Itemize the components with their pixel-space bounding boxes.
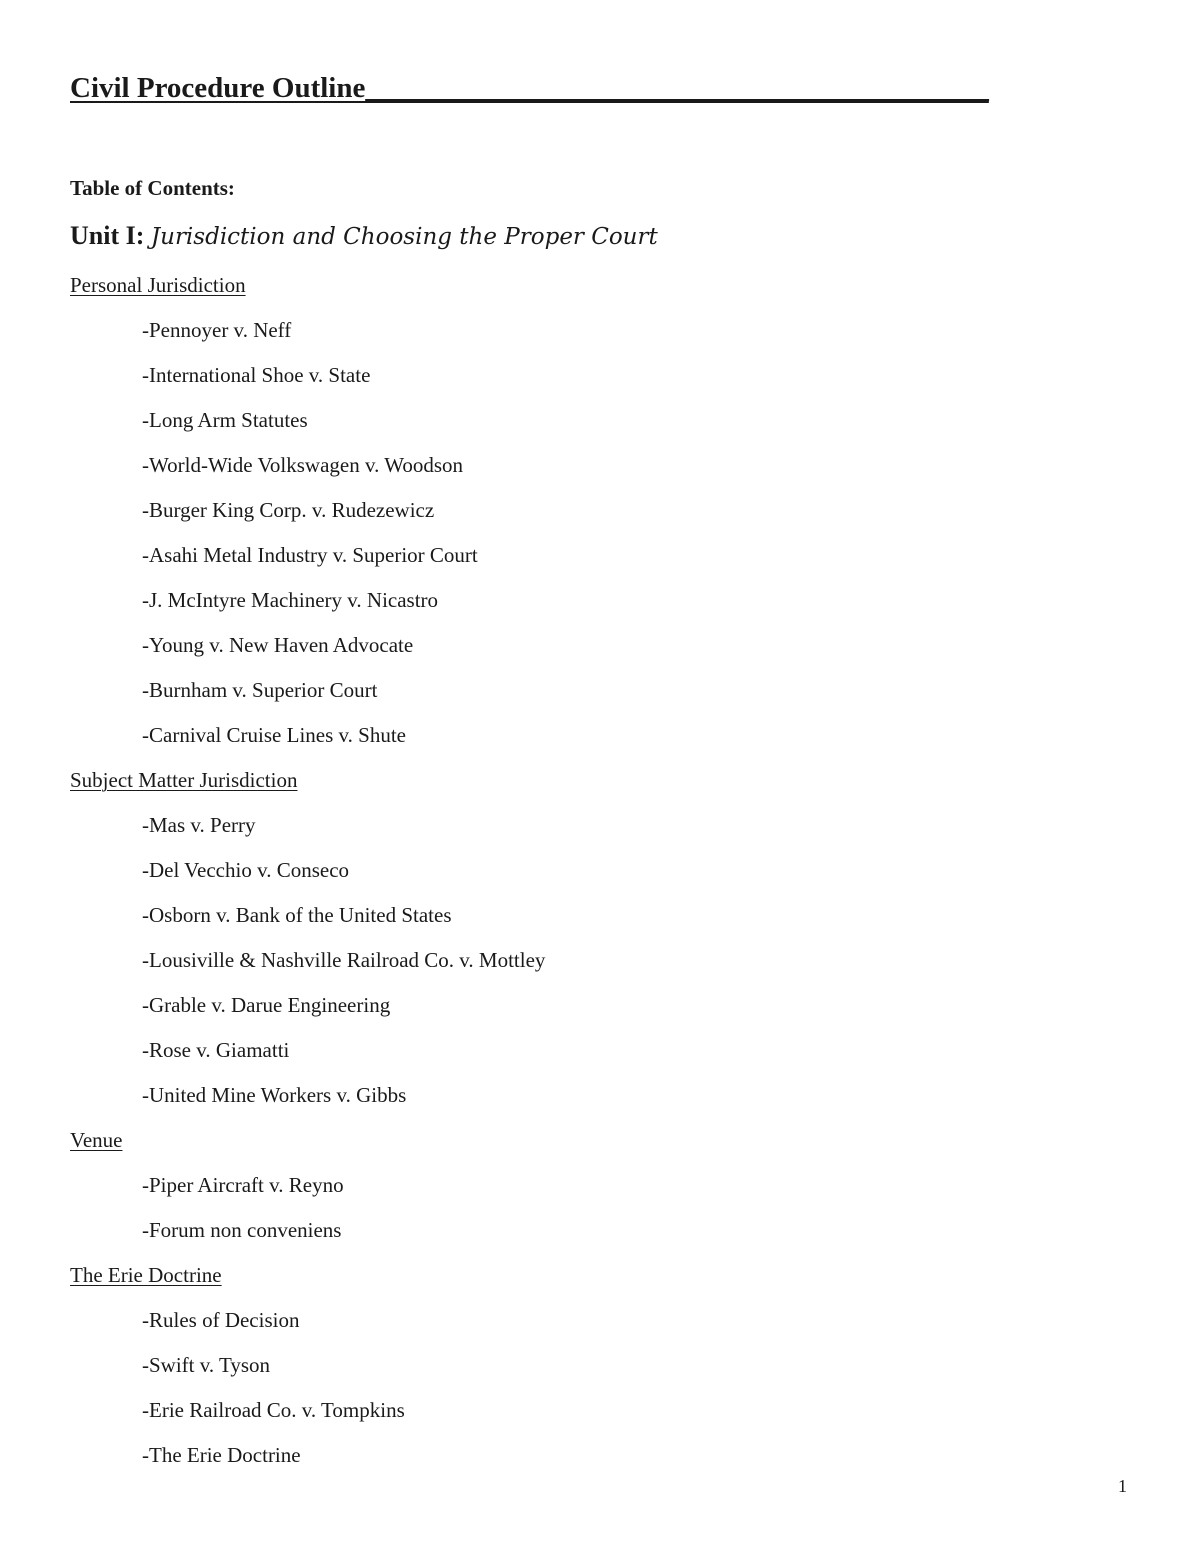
case-list-item: -Asahi Metal Industry v. Superior Court — [142, 543, 478, 567]
case-list-item: -Lousiville & Nashville Railroad Co. v. Mottley — [142, 948, 546, 972]
case-list-item: -International Shoe v. State — [142, 363, 371, 387]
case-list-item: -Young v. New Haven Advocate — [142, 633, 414, 657]
case-list-item: -J. McIntyre Machinery v. Nicastro — [142, 588, 439, 612]
page-number: 1 — [1118, 1476, 1127, 1496]
outline-list — [70, 271, 1120, 1486]
unit-label: Unit I: — [70, 221, 145, 250]
case-list-item: -Rules of Decision — [142, 1308, 300, 1332]
case-list-item: -Forum non conveniens — [142, 1218, 342, 1242]
case-list-item: -World-Wide Volkswagen v. Woodson — [142, 453, 464, 477]
case-list-item: -Swift v. Tyson — [142, 1353, 271, 1377]
section-heading: Subject Matter Jurisdiction — [70, 768, 298, 792]
case-list-item: -Erie Railroad Co. v. Tompkins — [142, 1398, 405, 1422]
case-list-item: -Osborn v. Bank of the United States — [142, 903, 452, 927]
case-list-item: -Burnham v. Superior Court — [142, 678, 378, 702]
case-list-item: -Mas v. Perry — [142, 813, 256, 837]
case-list-item: -Grable v. Darue Engineering — [142, 993, 391, 1017]
document-title: Civil Procedure Outline___________________________________________ — [70, 72, 989, 104]
case-list-item: -Piper Aircraft v. Reyno — [142, 1173, 344, 1197]
case-list-item: -Carnival Cruise Lines v. Shute — [142, 723, 407, 747]
unit-subtitle: Jurisdiction and Choosing the Proper Court — [150, 224, 658, 250]
section-heading: Venue — [70, 1128, 123, 1152]
case-list-item: -The Erie Doctrine — [142, 1443, 301, 1467]
unit-heading — [70, 221, 658, 251]
case-list-item: -Long Arm Statutes — [142, 408, 308, 432]
case-list-item: -Rose v. Giamatti — [142, 1038, 290, 1062]
section-heading: Personal Jurisdiction — [70, 273, 246, 297]
case-list-item: -Burger King Corp. v. Rudezewicz — [142, 498, 435, 522]
case-list-item: -Del Vecchio v. Conseco — [142, 858, 350, 882]
case-list-item: -Pennoyer v. Neff — [142, 318, 292, 342]
table-of-contents-heading: Table of Contents: — [70, 176, 235, 200]
section-heading: The Erie Doctrine — [70, 1263, 222, 1287]
case-list-item: -United Mine Workers v. Gibbs — [142, 1083, 407, 1107]
